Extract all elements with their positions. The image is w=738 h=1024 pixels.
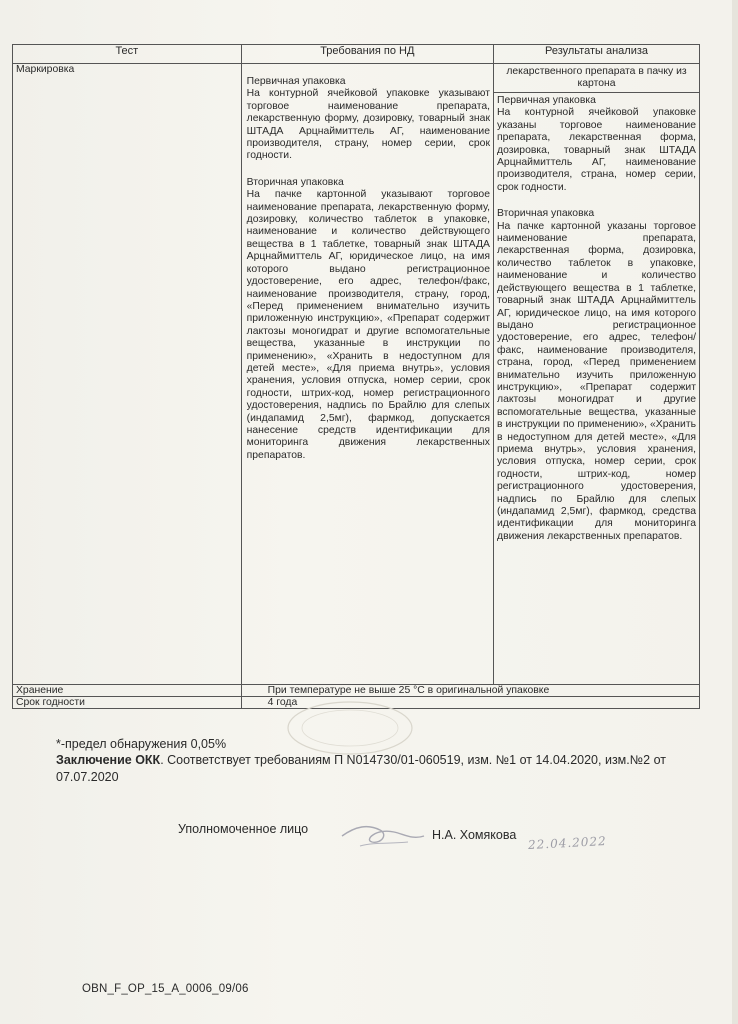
res-secondary-title: Вторичная упаковка [497, 208, 595, 220]
spacer [245, 163, 490, 177]
marking-label: Маркировка [16, 64, 75, 75]
authorized-person-label: Уполномоченное лицо [178, 822, 309, 836]
conclusion [56, 752, 676, 785]
res-primary-title: Первичная упаковка [497, 95, 596, 106]
marking-requirements-cell [241, 64, 493, 685]
table-row-marking [13, 64, 700, 685]
storage-label: Хранение [13, 685, 242, 697]
shelf-life-label: Срок годности [13, 697, 242, 709]
conclusion-text: . Соответствует требованиям П N014730/01-060519, изм. №1 от 14.04.2020, изм.№2 от 07.07.2020 [56, 753, 666, 784]
req-secondary-title: Вторичная упаковка [246, 176, 344, 188]
signature [338, 818, 428, 852]
footnote: *-предел обнаружения 0,05% [56, 737, 227, 751]
header-results: Результаты анализа [494, 45, 700, 64]
authorized-person-name: Н.А. Хомякова [432, 828, 517, 842]
header-requirements: Требования по НД [241, 45, 493, 64]
handwritten-date: 22.04.2022 [527, 833, 608, 853]
spec-table [12, 44, 700, 709]
storage-value: При температуре не выше 25 °С в оригинальной упаковке [241, 685, 699, 697]
form-code: OBN_F_OP_15_A_0006_09/06 [82, 983, 249, 995]
marking-label-cell [13, 64, 242, 685]
req-primary-text: На контурной ячейковой упаковке указывают торговое наименование препарата, лекарственную форму, дозировку, товарный знак ШТАДА Арцнаймиттель АГ, наименование производителя, страну, номер серии, срок годности. [246, 88, 490, 162]
res-secondary-text: На пачке картонной указаны торговое наименование препарата, лекарственная форма, дозировка, количество таблеток в упаковке, наименование и количество действующего вещества в 1 таблетке, товарный знак ШТАДА Арцнаймиттель АГ, юридическое лицо, на имя которого выдано регистрационное удостоверение, его адрес, телефон/факс, наименование производителя, страна, город, «Перед применением внимательно изучить приложенную инструкцию», «Препарат содержит лактозы моногидрат и другие вспомогательные вещества, указанные в инструкции по применению», «Хранить в недоступном для детей месте», «Для приема внутрь», условия хранения, условия отпуска, номер серии, срок годности, штрих-код, номер регистрационного удостоверения, надпись по Брайлю для слепых (индапамид 2,5мг), фармкод, средства идентификации для мониторинга движения лекарственных препаратов. [497, 220, 696, 542]
table-header-row [13, 45, 700, 64]
conclusion-label: Заключение ОКК [56, 753, 161, 767]
req-secondary-text: На пачке картонной указывают торговое наименование препарата, лекарственную форму, дозировку, количество таблеток в упаковке, наименование и количество действующего вещества в 1 таблетке, товарный знак ШТАДА Арцнаймиттель АГ, юридическое лицо, на имя которого выдано регистрационное удостоверение, его адрес, телефон/факс, наименование производителя, страну, город, «Перед применением внимательно изучить приложенную инструкцию», «Препарат содержит лактозы моногидрат и другие вспомогательные вещества, указанные в инструкции по применению», «Хранить в недоступном для детей месте», «Для приема внутрь», условия хранения, условия отпуска, номер серии, срок годности, штрих-код, номер регистрационного удостоверения, надпись по Брайлю для слепых (индапамид 2,5мг), фармкод, допускается нанесение средств идентификации для мониторинга движения лекарственных препаратов. [246, 189, 490, 461]
spacer [497, 194, 696, 208]
shelf-life-value: 4 года [241, 697, 699, 709]
page-edge [732, 0, 738, 1024]
spacer [245, 64, 490, 76]
marking-results-cell [494, 64, 700, 685]
res-primary-text: На контурной ячейковой упаковке указаны торговое наименование препарата, лекарственная форма, дозировка, товарный знак ШТАДА Арцнаймиттель АГ, наименование производителя, страна, номер серии, срок годности. [497, 107, 696, 193]
header-test: Тест [13, 45, 242, 64]
result-continued: лекарственного препарата в пачку из картона [494, 64, 699, 93]
req-primary-title: Первичная упаковка [246, 76, 346, 87]
faint-stamp-mark [270, 690, 430, 760]
